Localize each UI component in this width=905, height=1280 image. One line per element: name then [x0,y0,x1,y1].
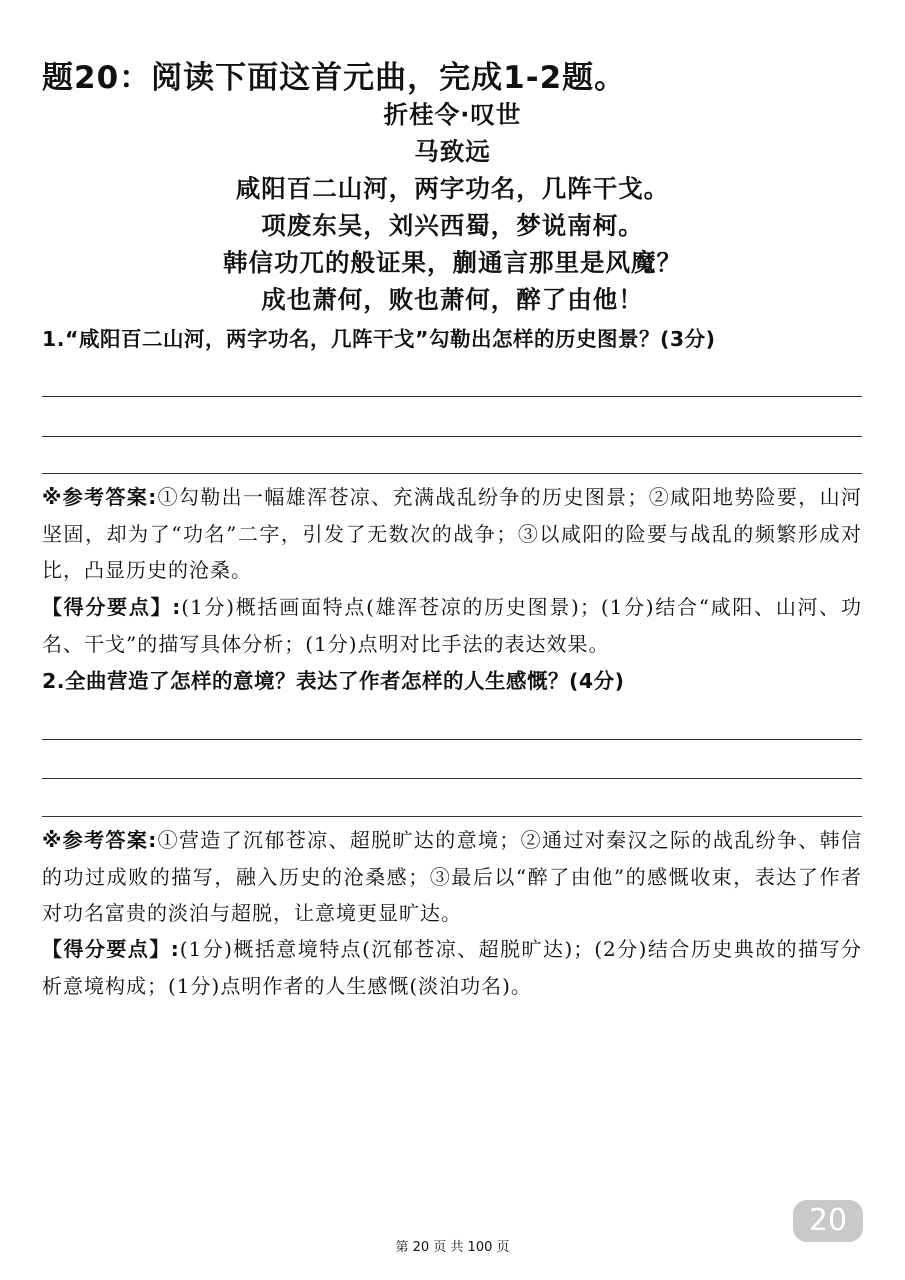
answer-label: ※参考答案: [42,485,158,509]
answer-line [42,778,862,779]
answer-label: ※参考答案: [42,828,158,852]
points-label: 【得分要点】: [42,595,182,619]
answer-line [42,816,862,817]
page-heading: 题20：阅读下面这首元曲，完成1-2题。 [42,60,627,96]
poem-line: 项废东吴，刘兴西蜀，梦说南柯。 [261,211,644,240]
poem-line: 韩信功兀的般证果，蒯通言那里是风魔？ [223,248,682,277]
answer-text: ①勾勒出一幅雄浑苍凉、充满战乱纷争的历史图景；②咸阳地势险要，山河坚固，却为了“功名”二字，引发了无数次的战争；③以咸阳的险要与战乱的频繁形成对比，凸显历史的沧桑。 [42,485,862,582]
poem-title: 折桂令·叹世 [383,100,522,129]
scoring-points-1 [42,589,862,662]
poem-line: 咸阳百二山河，两字功名，几阵干戈。 [235,174,670,203]
poem [0,96,905,318]
question-1: 1.“咸阳百二山河，两字功名，几阵干戈”勾勒出怎样的历史图景？(3分) [42,327,716,351]
poem-author: 马致远 [414,137,491,166]
answer-block-1 [42,479,862,589]
points-label: 【得分要点】: [42,937,180,961]
answer-block-2 [42,822,862,932]
page-number-badge: 20 [793,1200,863,1242]
points-text: (1分)概括画面特点(雄浑苍凉的历史图景)；(1分)结合“咸阳、山河、功名、干戈”的描写具体分析；(1分)点明对比手法的表达效果。 [42,595,862,656]
poem-line: 成也萧何，败也萧何，醉了由他！ [261,285,644,314]
answer-line [42,739,862,740]
answer-text: ①营造了沉郁苍凉、超脱旷达的意境；②通过对秦汉之际的战乱纷争、韩信的功过成败的描写，融入历史的沧桑感；③最后以“醉了由他”的感慨收束，表达了作者对功名富贵的淡泊与超脱，让意境更显旷达。 [42,828,862,925]
answer-line [42,436,862,437]
points-text: (1分)概括意境特点(沉郁苍凉、超脱旷达)；(2分)结合历史典故的描写分析意境构成；(1分)点明作者的人生感慨(淡泊功名)。 [42,937,863,998]
answer-line [42,396,862,397]
scoring-points-2 [42,931,862,1004]
page-footer: 第 20 页 共 100 页 [395,1240,510,1255]
question-2: 2.全曲营造了怎样的意境？表达了作者怎样的人生感慨？(4分) [42,669,625,693]
answer-line [42,473,862,474]
